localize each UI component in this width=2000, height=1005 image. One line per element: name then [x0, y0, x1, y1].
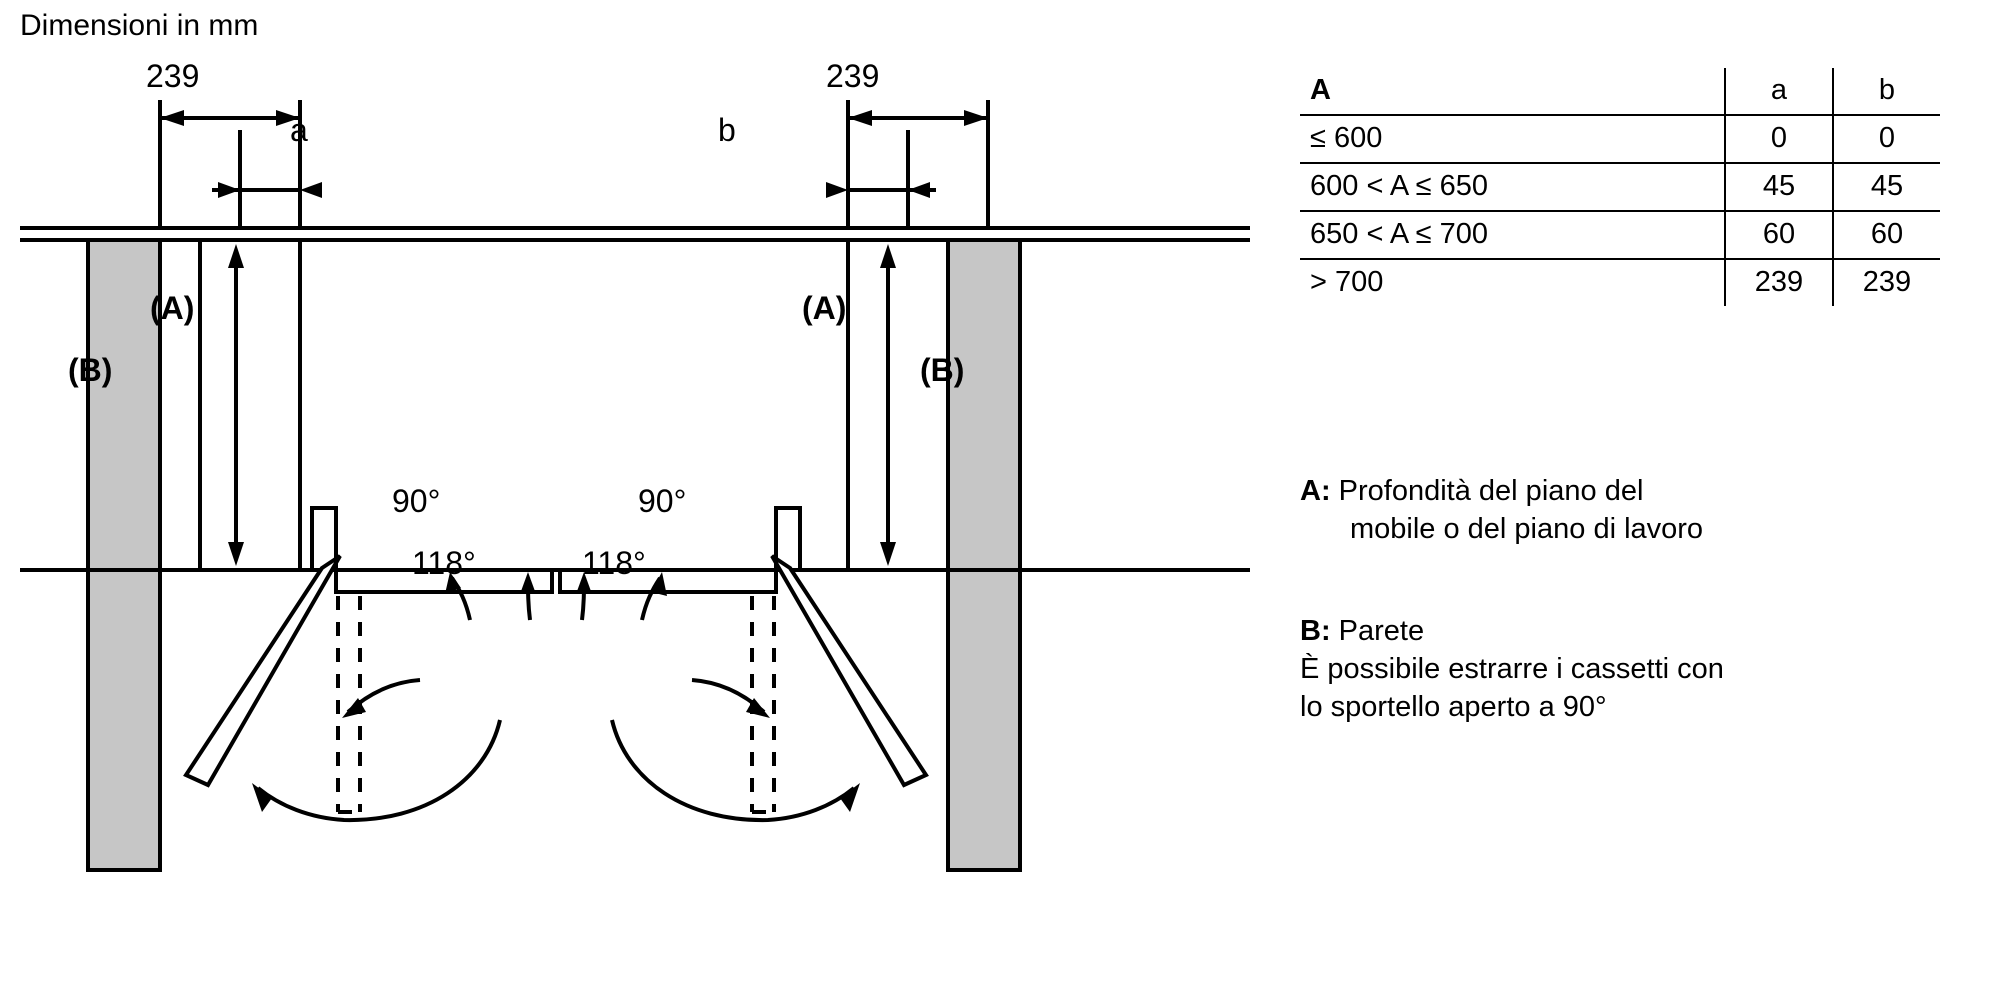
dimension-239-left-label: 239 [146, 58, 200, 94]
table-cell-a: 60 [1725, 211, 1833, 259]
legend-b-line2: È possibile estrarre i cassetti con [1300, 653, 1724, 685]
wall-block-left [88, 240, 160, 870]
appliance-body [300, 240, 848, 570]
cabinet-left-side-panel [200, 240, 300, 570]
dimension-b [826, 130, 936, 230]
dimension-239-right [848, 100, 988, 230]
table-header-b: b [1833, 68, 1940, 115]
angle-118-right-label: 118° [582, 545, 646, 581]
dimension-a-label: a [290, 112, 308, 148]
table-cell-range: 600 < A ≤ 650 [1310, 170, 1488, 202]
legend-b-line1: Parete [1338, 615, 1425, 647]
table-row [1300, 259, 1940, 306]
table-header-A: A [1310, 74, 1331, 106]
wall-block-right [948, 240, 1020, 870]
table-cell-a: 0 [1725, 115, 1833, 163]
label-B-left: (B) [68, 352, 113, 388]
dimension-b-label: b [718, 112, 736, 148]
door-right-118deg [772, 556, 926, 785]
table-row [1300, 115, 1940, 163]
legend-a-line2: mobile o del piano di lavoro [1350, 513, 1704, 545]
arc-90-right [692, 680, 770, 718]
table-cell-range: 650 < A ≤ 700 [1310, 218, 1488, 250]
table-cell-b: 239 [1833, 259, 1940, 306]
angle-90-left-label: 90° [392, 483, 441, 519]
legend-b [1300, 612, 1960, 726]
legend-a-key: A: [1300, 475, 1331, 507]
legend-b-line3: lo sportello aperto a 90° [1300, 691, 1607, 723]
table-row [1300, 163, 1940, 211]
clearance-table [1300, 68, 1940, 306]
label-B-right: (B) [920, 352, 965, 388]
arc-118-left [252, 720, 500, 820]
door-left-118deg [186, 556, 340, 785]
arc-90-left [342, 680, 420, 718]
table-cell-range: ≤ 600 [1310, 122, 1383, 154]
table-cell-b: 45 [1833, 163, 1940, 211]
legend-b-key: B: [1300, 615, 1331, 647]
legend-a [1300, 472, 1960, 548]
page-title: Dimensioni in mm [20, 9, 259, 42]
dimension-239-left [160, 100, 300, 230]
angle-118-left-label: 118° [412, 545, 476, 581]
label-A-left: (A) [150, 290, 195, 326]
table-header-a: a [1725, 68, 1833, 115]
table-cell-a: 239 [1725, 259, 1833, 306]
table-header-row [1300, 68, 1940, 115]
table-cell-b: 60 [1833, 211, 1940, 259]
table-cell-b: 0 [1833, 115, 1940, 163]
legend-a-line1: Profondità del piano del [1338, 475, 1644, 507]
table-row [1300, 211, 1940, 259]
dimension-239-right-label: 239 [826, 58, 880, 94]
angle-90-right-label: 90° [638, 483, 687, 519]
cabinet-right-side-panel [848, 240, 948, 570]
label-A-right: (A) [802, 290, 847, 326]
arc-118-right [612, 720, 860, 820]
table-cell-a: 45 [1725, 163, 1833, 211]
table-cell-range: > 700 [1310, 266, 1384, 298]
